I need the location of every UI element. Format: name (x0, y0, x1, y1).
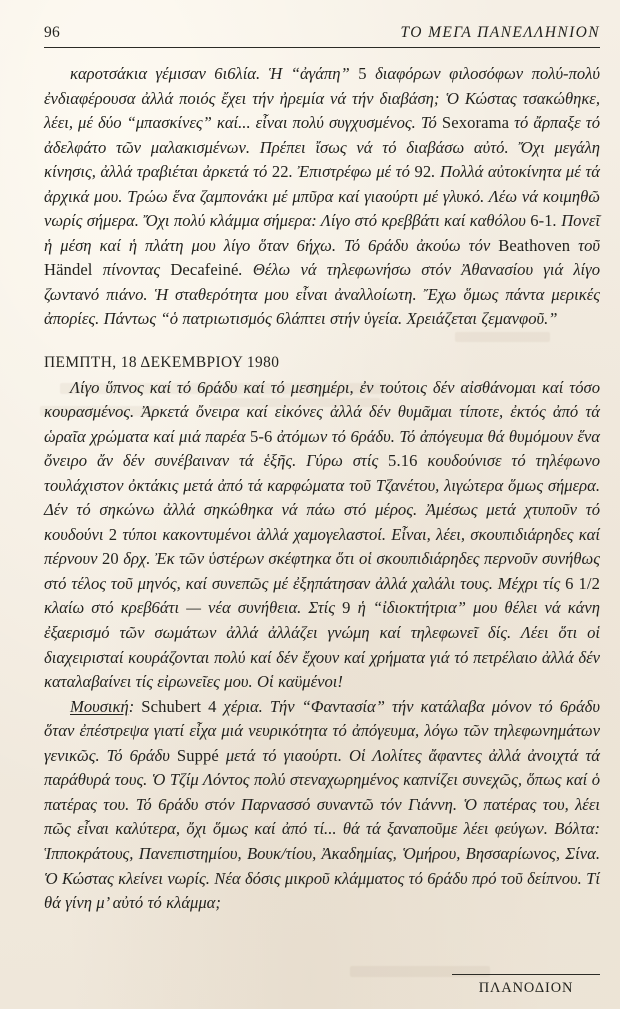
body-text (44, 62, 600, 916)
latin-word: 2 (108, 524, 118, 544)
latin-word: 92 (414, 162, 432, 182)
latin-word: Suppé (176, 745, 219, 765)
running-head (44, 24, 600, 48)
footer-rule (452, 974, 600, 975)
page-number: 96 (44, 24, 61, 41)
underlined-heading-word: Μουσική (70, 696, 129, 716)
publisher-imprint: ΠΛΑΝΟΔΙΟΝ (478, 980, 574, 996)
paragraph-three: Μουσική: Schubert 4 χέρια. Τήν “Φαντασία” τήν κατάλαβα μόνον τό 6ράδυ ὅταν ἐπέστρεψα γιατί εἶχα μιά νευρικότητα τό ἀπόγευμα, λόγω τῶν τηλεφωνημάτων γενικῶς. Τό 6ράδυ Suppé μετά τό γιαούρτι. Οἱ Λολίτες ἄφαντες ἀλλά ἀνοιχτά τά παράθυρά τους. Ὁ Τζίμ Λόντος πολύ στεναχωρημένος καπνίζει συνεχῶς, ὅπως καί ὁ πατέρας του. Τό 6ράδυ στόν Παρνασσό συναντῶ τόν Γιάννη. Ὁ πατέρας του, λέει πῶς εἶναι καλύτερα, ὄχι ὅμως καί ἀπό τί... θά τά ξαναποῦμε λέει φεύγων. Βόλτα: Ἱπποκράτους, Πανεπιστημίου, Βουκ/τίου, Ἀκαδημίας, Ὁμήρου, Βησσαρίωνος, Σίνα. Ὁ Κώστας κλείνει νωρίς. Νέα δόσις μικροῦ κλάμματος τό 6ράδυ πρό τοῦ δείπνου. Τί θά γίνη μ’ αὐτό τό κλάμμα; (44, 696, 601, 913)
latin-word: 5 (358, 64, 367, 83)
diary-entry-date: ΠΕΜΠΤΗ, 18 ΔΕΚΕΜΒΡΙΟΥ 1980 (44, 354, 280, 372)
latin-word: Händel (44, 260, 93, 280)
latin-word: Beathoven (498, 235, 571, 255)
latin-word: Decafeiné (170, 260, 239, 280)
latin-word: 22 (271, 162, 289, 182)
paragraph-two: Λίγο ὕπνος καί τό 6ράδυ καί τό μεσημέρι, ἐν τούτοις δέν αἰσθάνομαι καί τόσο κουρασμένος. Ἀρκετά ὄνειρα καί εἰκόνες ἀλλά δέν θυμᾶμαι τίποτε, ἐκτός ἀπό τά ὡραῖα χρώματα καί μιά παρέα 5-6 ἀτόμων τό 6ράδυ. Τό ἀπόγευμα θά θυμόμουν ἕνα ὄνειρο ἄν δέν συνέβαιναν τά ἑξῆς. Γύρω στίς 5.16 κουδούνισε τό τηλέφωνο τουλάχιστον ὀκτάκις μετά ἀπό τά καρφώματα τοῦ Τζανέτου, λιγώτερα ὅμως σήμερα. Δέν τό σηκώνω ἀλλά σηκώθηκα νά πάω στό μέρος. Ἀμέσως μετά χτυποῦν τό κουδούνι 2 τύποι κακοντυμένοι ἀλλά χαμογελαστοί. Εἶναι, λέει, σκουπιδιάρηδες καί πέρνουν 20 δρχ. Ἐκ τῶν ὑστέρων σκέφτηκα ὅτι οἱ σκουπιδιάρηδες περνοῦν συνήθως στό τέλος τοῦ μηνός, καί συνεπῶς μέ ἐξηπάτησαν ἀλλά χαλάλι τους. Μέχρι τίς 6 1/2 κλαίω στό κρεβ6άτι — νέα συνήθεια. Στίς 9 ἡ “ἰδιοκτήτρια” μου θέλει νά κάνη ἐξαερισμό τῶν σωμάτων ἀλλά ἀλλάζει γνώμη καί τηλεφωνεῖ δίς. Λέει ὅτι οἱ διαχειρισταί κουράζονται πολύ καί δέν ἔχουν καί χρήματα γιά τό πετρέλαιο ἀλλά δέν καταλαβαίνει τίς εἰρωνεῖες μου. Οἱ καϋμένοι! (44, 377, 600, 692)
latin-word: 4 (208, 696, 217, 716)
paragraph-continued: καροτσάκια γέμισαν 6ι6λία. Ἡ “ἀγάπη” 5 διαφόρων φιλοσόφων πολύ-πολύ ἐνδιαφέρουσα ἀλλά ποιός ἔχει τήν ἠρεμία νά τήν διαβάση; Ὁ Κώστας τσακώθηκε, λέει, μέ δύο “μπασκίνες” καί... εἶναι πολύ συγχυσμένος. Τό Sexorama τό ἄρπαξε τό ἀδελφάτο τῶν μαλακισμένων. Πρέπει ἴσως νά τό διαβάσω αὐτό. Ὄχι μεγάλη κίνησις, ἀλλά τραβιέται ἀρκετά τό 22. Ἐπιστρέφω μέ τό 92. Πολλά αὐτοκίνητα μέ τά ἀρχικά μου. Τρώω ἕνα ζαμπονάκι μέ μπῦρα καί γιαούρτι μέ γλυκό. Λέω νά κοιμηθῶ νωρίς σήμερα. Ὄχι πολύ κλάμμα σήμερα: Λίγο στό κρεββάτι καί καθόλου 6-1. Πονεῖ ἡ μέση καί ἡ πλάτη μου λίγο ὅταν 6ήχω. Τό 6ράδυ ἀκούω τόν Beathoven τοῦ Händel πίνοντας Decafeiné. Θέλω νά τηλεφωνήσω στόν Ἀθανασίου γιά λίγο ζωντανό πιάνο. Ἡ σταθερότητα μου εἶναι ἀναλλοίωτη. Ἔχω ὅμως πάντα μερικές ἀπορίες. Πάντως “ὁ πατριωτισμός 6λάπτει στήν ὑγεία. Χρειάζεται ζεμανφοῦ.” (44, 64, 601, 329)
latin-word: 6-1 (530, 211, 553, 231)
latin-word: Schubert (141, 696, 202, 716)
page-footer (44, 953, 600, 1009)
header-rule (44, 47, 600, 48)
latin-word: 20 (101, 549, 119, 569)
spacer (44, 332, 600, 351)
page-content (44, 0, 600, 1009)
latin-word: 9 (342, 598, 351, 618)
running-title: ΤΟ ΜΕΓΑ ΠΑΝΕΛΛΗΝΙΟΝ (400, 24, 600, 41)
latin-word: 5-6 (249, 426, 273, 446)
latin-word: 6 1/2 (565, 573, 600, 593)
latin-word: 5.16 (388, 451, 418, 471)
latin-word: Sexorama (441, 113, 510, 133)
